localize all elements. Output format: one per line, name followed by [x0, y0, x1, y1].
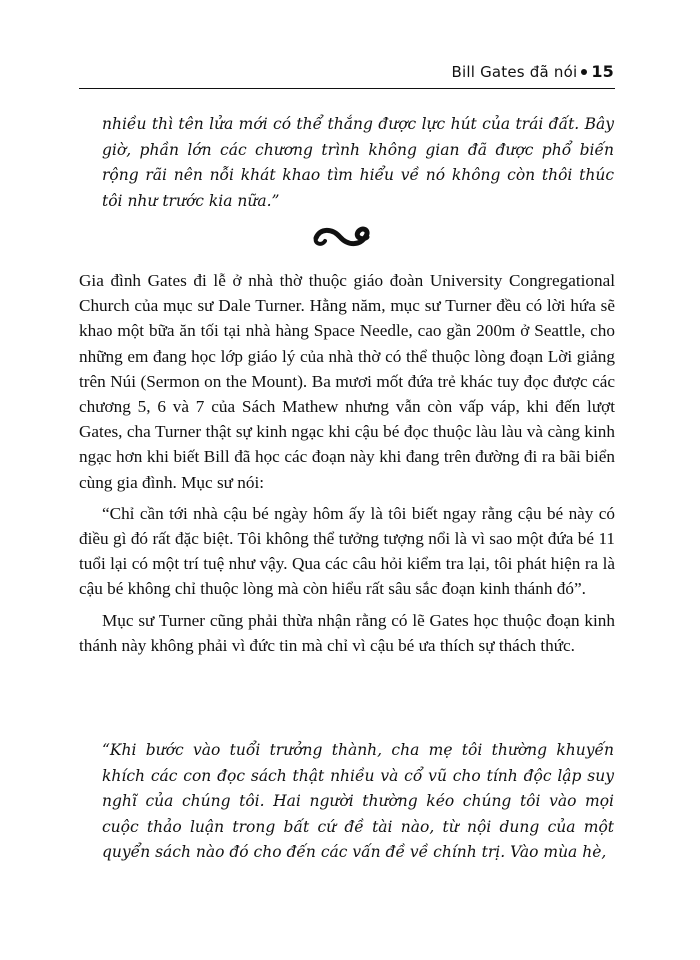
body-paragraph: Mục sư Turner cũng phải thừa nhận rằng có lẽ Gates học thuộc đoạn kinh thánh này không phải vì đức tin mà chỉ vì cậu bé ưa thích sự thách thức.: [79, 610, 615, 655]
quote-text: nhiều thì tên lửa mới có thể thắng được lực hút của trái đất. Bây giờ, phần lớn các chương trình không gian đã được phổ biến rộng rãi nên nỗi khát khao tìm hiểu về nó không còn thôi thúc tôi như trước kia nữa.”: [102, 115, 614, 210]
header-divider: [79, 88, 615, 89]
quote-block-bottom: [102, 738, 614, 866]
body-paragraph: “Chỉ cần tới nhà cậu bé ngày hôm ấy là tôi biết ngay rằng cậu bé này có điều gì đó rất đặc biệt. Tôi không thể tưởng tượng nổi là vì sao một đứa bé 11 tuổi lại có một trí tuệ như vậy. Qua các câu hỏi kiểm tra lại, tôi phát hiện ra là cậu bé không chỉ thuộc lòng mà còn hiểu rất sâu sắc đoạn kinh thánh đó”.: [79, 503, 615, 599]
running-header: [452, 62, 614, 81]
body-paragraph: Gia đình Gates đi lễ ở nhà thờ thuộc giáo đoàn University Congregational Church của mục sư Dale Turner. Hằng năm, mục sư Turner đều có lời hứa sẽ khao một bữa ăn tối tại nhà hàng Space Needle, cao gần 200m ở Seattle, cho những em đang học lớp giáo lý của nhà thờ có thể thuộc lòng đoạn Lời giảng trên Núi (Sermon on the Mount). Ba mươi mốt đứa trẻ khác tuy đọc được các chương 5, 6 và 7 của Sách Mathew nhưng vẫn còn vấp váp, khi đến lượt Gates, cha Turner thật sự kinh ngạc khi cậu bé đọc thuộc làu làu và càng kinh ngạc hơn khi biết Bill đã học các đoạn này khi đang trên đường đi ra bãi biển cùng gia đình. Mục sư nói:: [79, 271, 615, 492]
quote-text: “Khi bước vào tuổi trưởng thành, cha mẹ tôi thường khuyến khích các con đọc sách thật nhiều và cổ vũ cho tính độc lập suy nghĩ của chúng tôi. Hai người thường kéo chúng tôi vào mọi cuộc thảo luận trong bất cứ đề tài nào, từ nội dung của một quyển sách nào đó cho đến các vấn đề về chính trị. Vào mùa hè,: [102, 741, 614, 861]
page-number: 15: [591, 62, 614, 81]
swash-ornament-icon: [310, 222, 374, 252]
book-title: Bill Gates đã nói: [451, 63, 578, 81]
body-text: [79, 268, 615, 664]
quote-block-top: [102, 112, 614, 214]
bullet-icon: [581, 69, 587, 75]
